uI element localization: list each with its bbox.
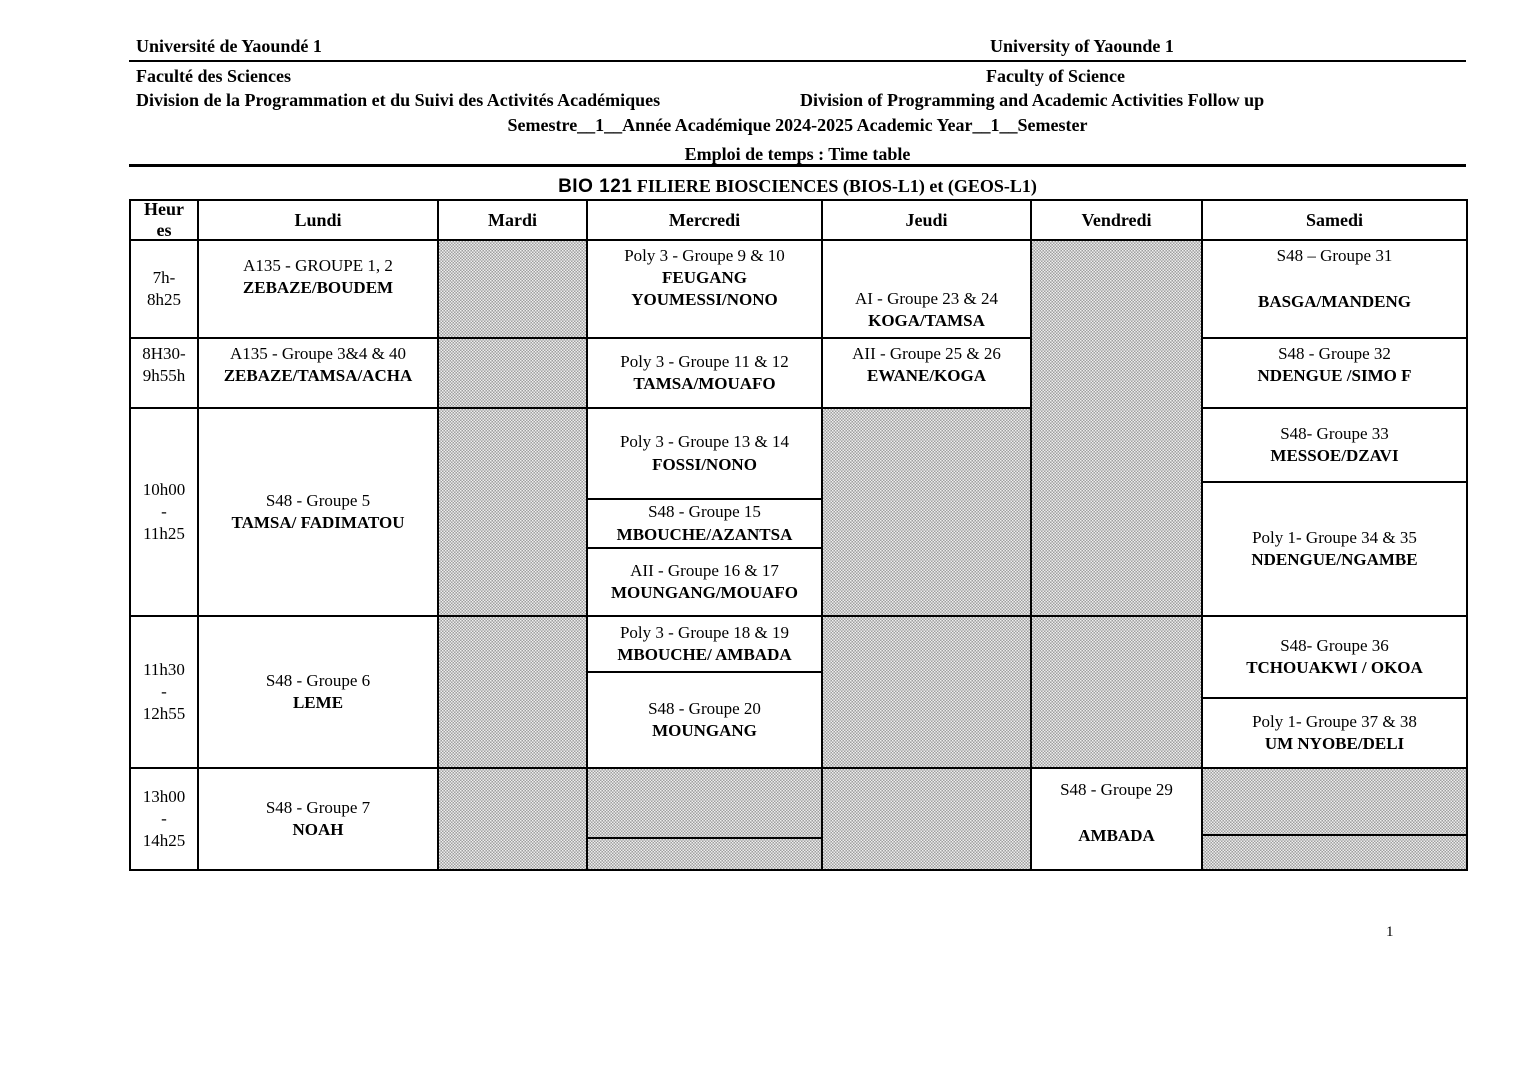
class-slot-mercredi-4b (588, 673, 823, 769)
teacher-names: LEME (292, 693, 344, 712)
teacher-names: MBOUCHE/AZANTSA (616, 524, 793, 544)
teacher-names: ZEBAZE/BOUDEM (242, 278, 394, 298)
header-divider-top (129, 60, 1466, 62)
time-label: 10h00 (142, 479, 186, 499)
teacher-names: BASGA/MANDENG (1257, 292, 1411, 312)
class-slot-lundi-3 (199, 409, 439, 617)
class-slot-vendredi-5 (1032, 769, 1203, 871)
empty-slot-shaded (823, 409, 1032, 617)
col-header-label: Mardi (488, 209, 537, 230)
teacher-names: NDENGUE/NGAMBE (1251, 550, 1418, 569)
col-header-label: Samedi (1305, 209, 1363, 230)
room-label: AI - Groupe 23 & 24 (854, 288, 999, 308)
col-header-label: Lundi (294, 209, 342, 230)
column-lundi (199, 201, 439, 871)
column-mercredi (588, 201, 823, 871)
class-slot-lundi-5 (199, 769, 439, 871)
class-slot-samedi-4b (1203, 699, 1468, 769)
time-slot-1 (131, 241, 199, 339)
page-number: 1 (1386, 924, 1394, 940)
col-header-label: Heur (144, 199, 184, 220)
col-header-mercredi (588, 201, 823, 241)
header-fr-division: Division de la Programmation et du Suivi des Activités Académiques (136, 90, 661, 110)
teacher-names: TCHOUAKWI / OKOA (1246, 658, 1423, 677)
class-slot-samedi-3b (1203, 483, 1468, 617)
time-label: - (161, 808, 167, 828)
time-slot-5 (131, 769, 199, 871)
empty-slot-shaded (823, 769, 1032, 871)
header-en-division: Division of Programming and Academic Activities Follow up (800, 90, 1265, 110)
teacher-names: TAMSA/ FADIMATOU (231, 513, 405, 532)
room-label: AII - Groupe 16 & 17 (630, 560, 779, 580)
room-label: S48 - Groupe 29 (1060, 780, 1173, 799)
time-label: - (161, 501, 167, 521)
header-en-university: University of Yaounde 1 (990, 36, 1174, 56)
room-label: S48 - Groupe 6 (265, 670, 371, 690)
class-slot-mercredi-3b (588, 500, 823, 549)
time-label: 14h25 (142, 831, 186, 851)
course-title: FILIERE BIOSCIENCES (BIOS-L1) et (GEOS-L1) (636, 176, 1037, 196)
header-fr-university: Université de Yaoundé 1 (136, 36, 322, 56)
empty-slot-shaded (1203, 769, 1468, 836)
class-slot-samedi-4a (1203, 617, 1468, 699)
col-header-label: Mercredi (668, 209, 741, 230)
column-jeudi (823, 201, 1032, 871)
empty-slot-shaded (588, 839, 823, 871)
timetable (129, 199, 1468, 871)
col-header-mardi (439, 201, 588, 241)
col-header-samedi (1203, 201, 1468, 241)
teacher-names: KOGA/TAMSA (868, 310, 985, 330)
class-slot-mercredi-2 (588, 339, 823, 409)
timetable-subtitle: Emploi de temps : Time table (684, 144, 911, 164)
time-label: 11h30 (143, 659, 185, 679)
header-fr-faculty: Faculté des Sciences (136, 66, 291, 86)
room-label: S48 - Groupe 7 (265, 797, 371, 817)
teacher-names: MOUNGANG (652, 721, 757, 740)
column-samedi (1203, 201, 1468, 871)
teacher-names: AMBADA (1078, 826, 1155, 846)
empty-slot-shaded (588, 769, 823, 839)
empty-slot-shaded (1032, 617, 1203, 769)
col-header-label: es (156, 220, 172, 240)
class-slot-mercredi-3a (588, 409, 823, 500)
column-vendredi (1032, 201, 1203, 871)
class-slot-jeudi-1 (823, 241, 1032, 339)
col-header-label: Jeudi (905, 209, 948, 230)
class-slot-mercredi-4a (588, 617, 823, 673)
room-label: S48 - Groupe 20 (648, 698, 761, 718)
empty-slot-shaded (439, 769, 588, 871)
semester-line: Semestre__1__Année Académique 2024-2025 Academic Year__1__Semester (507, 115, 1088, 135)
room-label: Poly 1- Groupe 34 & 35 (1252, 527, 1417, 547)
col-header-label: Vendredi (1081, 209, 1152, 230)
class-slot-samedi-1 (1203, 241, 1468, 339)
teacher-names: EWANE/KOGA (866, 366, 987, 386)
room-label: Poly 1- Groupe 37 & 38 (1252, 711, 1417, 731)
time-label: 8H30- (142, 344, 186, 363)
class-slot-jeudi-2 (823, 339, 1032, 409)
room-label: S48 - Groupe 15 (648, 502, 761, 522)
class-slot-lundi-2 (199, 339, 439, 409)
empty-slot-shaded (1032, 241, 1203, 617)
room-label: S48- Groupe 36 (1280, 635, 1389, 655)
empty-slot-shaded (439, 241, 588, 339)
room-label: Poly 3 - Groupe 18 & 19 (619, 622, 790, 642)
room-label: S48 - Groupe 5 (265, 490, 371, 510)
course-code: BIO 121 (558, 176, 633, 197)
col-header-lundi (199, 201, 439, 241)
room-label: S48 - Groupe 32 (1278, 344, 1391, 363)
room-label: AII - Groupe 25 & 26 (852, 344, 1001, 363)
class-slot-lundi-1 (199, 241, 439, 339)
room-label: A135 - Groupe 3&4 & 40 (229, 344, 407, 363)
room-label: A135 - GROUPE 1, 2 (243, 256, 393, 275)
room-label: S48- Groupe 33 (1280, 423, 1389, 443)
room-label: Poly 3 - Groupe 11 & 12 (620, 351, 789, 371)
time-label: 12h55 (142, 704, 186, 724)
room-label: S48 – Groupe 31 (1276, 246, 1393, 265)
column-heures (131, 201, 199, 871)
teacher-names: FEUGANG (662, 268, 747, 288)
time-label: - (161, 681, 167, 701)
teacher-names: MESSOE/DZAVI (1270, 446, 1399, 465)
empty-slot-shaded (823, 617, 1032, 769)
teacher-names: NDENGUE /SIMO F (1257, 366, 1412, 386)
column-mardi (439, 201, 588, 871)
class-slot-lundi-4 (199, 617, 439, 769)
col-header-vendredi (1032, 201, 1203, 241)
teacher-names: UM NYOBE/DELI (1264, 734, 1405, 753)
class-slot-mercredi-1 (588, 241, 823, 339)
time-slot-4 (131, 617, 199, 769)
time-slot-3 (131, 409, 199, 617)
header-en-faculty: Faculty of Science (986, 66, 1125, 86)
empty-slot-shaded (439, 409, 588, 617)
teacher-names: NOAH (292, 820, 344, 839)
class-slot-samedi-3a (1203, 409, 1468, 483)
empty-slot-shaded (1203, 836, 1468, 871)
time-label: 9h55h (142, 366, 186, 386)
class-slot-mercredi-3c (588, 549, 823, 617)
course-title-line (129, 176, 1466, 198)
time-label: 13h00 (142, 786, 186, 806)
teacher-names: MBOUCHE/ AMBADA (617, 645, 792, 664)
col-header-heures (131, 201, 199, 241)
time-label: 8h25 (147, 290, 181, 309)
time-slot-2 (131, 339, 199, 409)
teacher-names: ZEBAZE/TAMSA/ACHA (223, 366, 413, 386)
time-label: 7h- (152, 267, 176, 287)
empty-slot-shaded (439, 617, 588, 769)
teacher-names: TAMSA/MOUAFO (633, 374, 776, 393)
teacher-names: MOUNGANG/MOUAFO (611, 583, 798, 602)
col-header-jeudi (823, 201, 1032, 241)
room-label: Poly 3 - Groupe 13 & 14 (619, 432, 790, 452)
header-divider-bottom (129, 164, 1466, 167)
class-slot-samedi-2 (1203, 339, 1468, 409)
teacher-names: YOUMESSI/NONO (631, 290, 778, 310)
room-label: Poly 3 - Groupe 9 & 10 (624, 246, 785, 265)
time-label: 11h25 (143, 524, 185, 544)
empty-slot-shaded (439, 339, 588, 409)
teacher-names: FOSSI/NONO (652, 454, 757, 474)
